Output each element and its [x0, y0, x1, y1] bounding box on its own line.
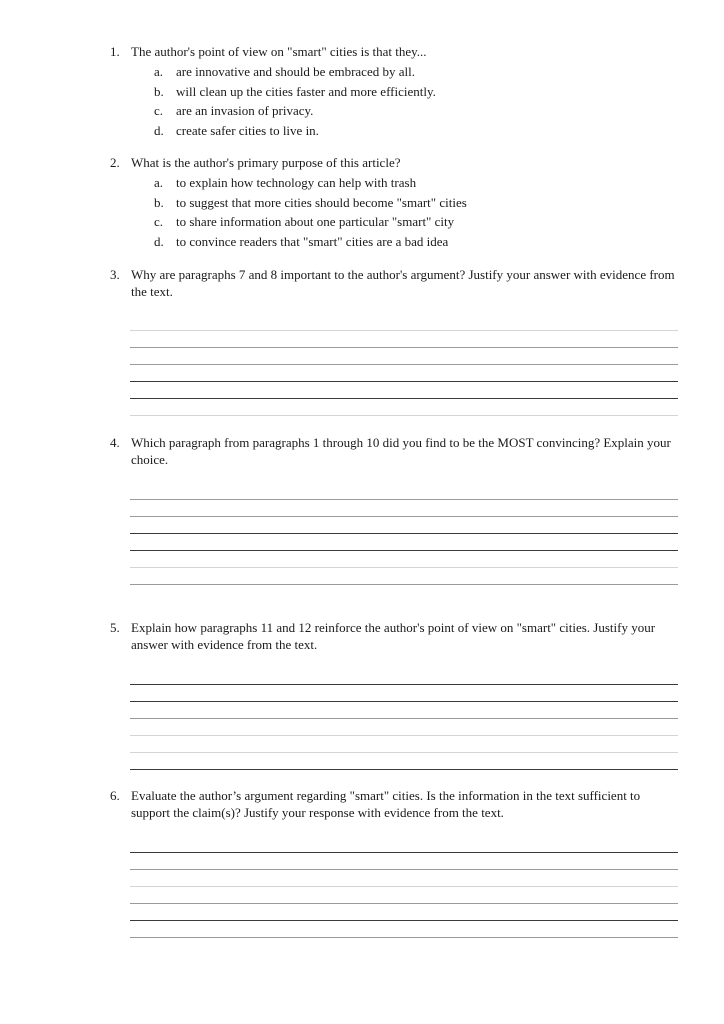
choice-letter: a. [154, 175, 164, 190]
choice-text: will clean up the cities faster and more efficiently. [176, 83, 436, 99]
answer-line[interactable] [130, 684, 678, 685]
answer-line[interactable] [130, 701, 678, 702]
answer-choice-d[interactable] [110, 121, 690, 141]
choice-text: to share information about one particular "smart" city [176, 214, 455, 229]
answer-line[interactable] [130, 735, 678, 736]
answer-choice-a[interactable] [110, 173, 690, 193]
question-number: 3. [110, 267, 120, 282]
answer-line[interactable] [130, 718, 678, 719]
question-text: Why are paragraphs 7 and 8 important to the author's argument? Justify your answer with evidence from the text. [131, 267, 675, 299]
answer-line[interactable] [130, 567, 678, 568]
answer-line[interactable] [130, 752, 678, 753]
answer-choices [110, 62, 690, 140]
question-3 [110, 266, 690, 300]
choice-letter: b. [154, 194, 164, 210]
answer-line[interactable] [130, 869, 678, 870]
choice-letter: d. [154, 233, 164, 249]
choice-letter: a. [154, 64, 164, 79]
question-text: Explain how paragraphs 11 and 12 reinforce the author's point of view on "smart" cities. Justify your answer with evidence from the text. [131, 620, 656, 652]
choice-letter: c. [154, 103, 164, 118]
choice-letter: b. [154, 83, 164, 99]
answer-line[interactable] [130, 347, 678, 348]
answer-choice-a[interactable] [110, 62, 690, 82]
answer-line[interactable] [130, 499, 678, 500]
answer-choice-c[interactable] [110, 101, 690, 121]
answer-choices [110, 173, 690, 251]
question-number: 2. [110, 155, 120, 170]
question-4 [110, 434, 690, 468]
question-text: The author's point of view on "smart" cities is that they... [131, 44, 427, 59]
choice-text: are an invasion of privacy. [176, 103, 314, 118]
choice-text: to convince readers that "smart" cities are a bad idea [176, 233, 449, 249]
answer-line[interactable] [130, 550, 678, 551]
question-text: What is the author's primary purpose of this article? [131, 155, 401, 170]
choice-text: create safer cities to live in. [176, 122, 319, 138]
answer-choice-b[interactable] [110, 193, 690, 213]
answer-line[interactable] [130, 516, 678, 517]
choice-text: to suggest that more cities should become "smart" cities [176, 194, 467, 210]
answer-line[interactable] [130, 886, 678, 887]
question-number: 1. [110, 44, 120, 59]
question-text: Which paragraph from paragraphs 1 through 10 did you find to be the MOST convincing? Explain your choice. [131, 435, 671, 467]
answer-line[interactable] [130, 769, 678, 770]
answer-line[interactable] [130, 381, 678, 382]
question-number: 6. [110, 788, 120, 803]
answer-line[interactable] [130, 920, 678, 921]
answer-line[interactable] [130, 364, 678, 365]
answer-line[interactable] [130, 584, 678, 585]
choice-letter: c. [154, 214, 164, 229]
question-5 [110, 619, 690, 653]
answer-line[interactable] [130, 415, 678, 416]
answer-choice-b[interactable] [110, 82, 690, 102]
question-number: 5. [110, 620, 120, 635]
answer-line[interactable] [130, 398, 678, 399]
answer-line[interactable] [130, 937, 678, 938]
question-number: 4. [110, 435, 120, 450]
answer-line[interactable] [130, 852, 678, 853]
answer-choice-c[interactable] [110, 212, 690, 232]
answer-line[interactable] [130, 903, 678, 904]
question-2 [110, 154, 690, 251]
answer-line[interactable] [130, 330, 678, 331]
answer-line[interactable] [130, 533, 678, 534]
choice-letter: d. [154, 122, 164, 138]
question-6 [110, 787, 690, 821]
choice-text: are innovative and should be embraced by all. [176, 64, 415, 79]
answer-choice-d[interactable] [110, 232, 690, 252]
question-1 [110, 43, 690, 140]
choice-text: to explain how technology can help with trash [176, 175, 417, 190]
question-text: Evaluate the author’s argument regarding "smart" cities. Is the information in the text sufficient to support the claim(s)? Justify your response with evidence from the text. [131, 788, 641, 820]
